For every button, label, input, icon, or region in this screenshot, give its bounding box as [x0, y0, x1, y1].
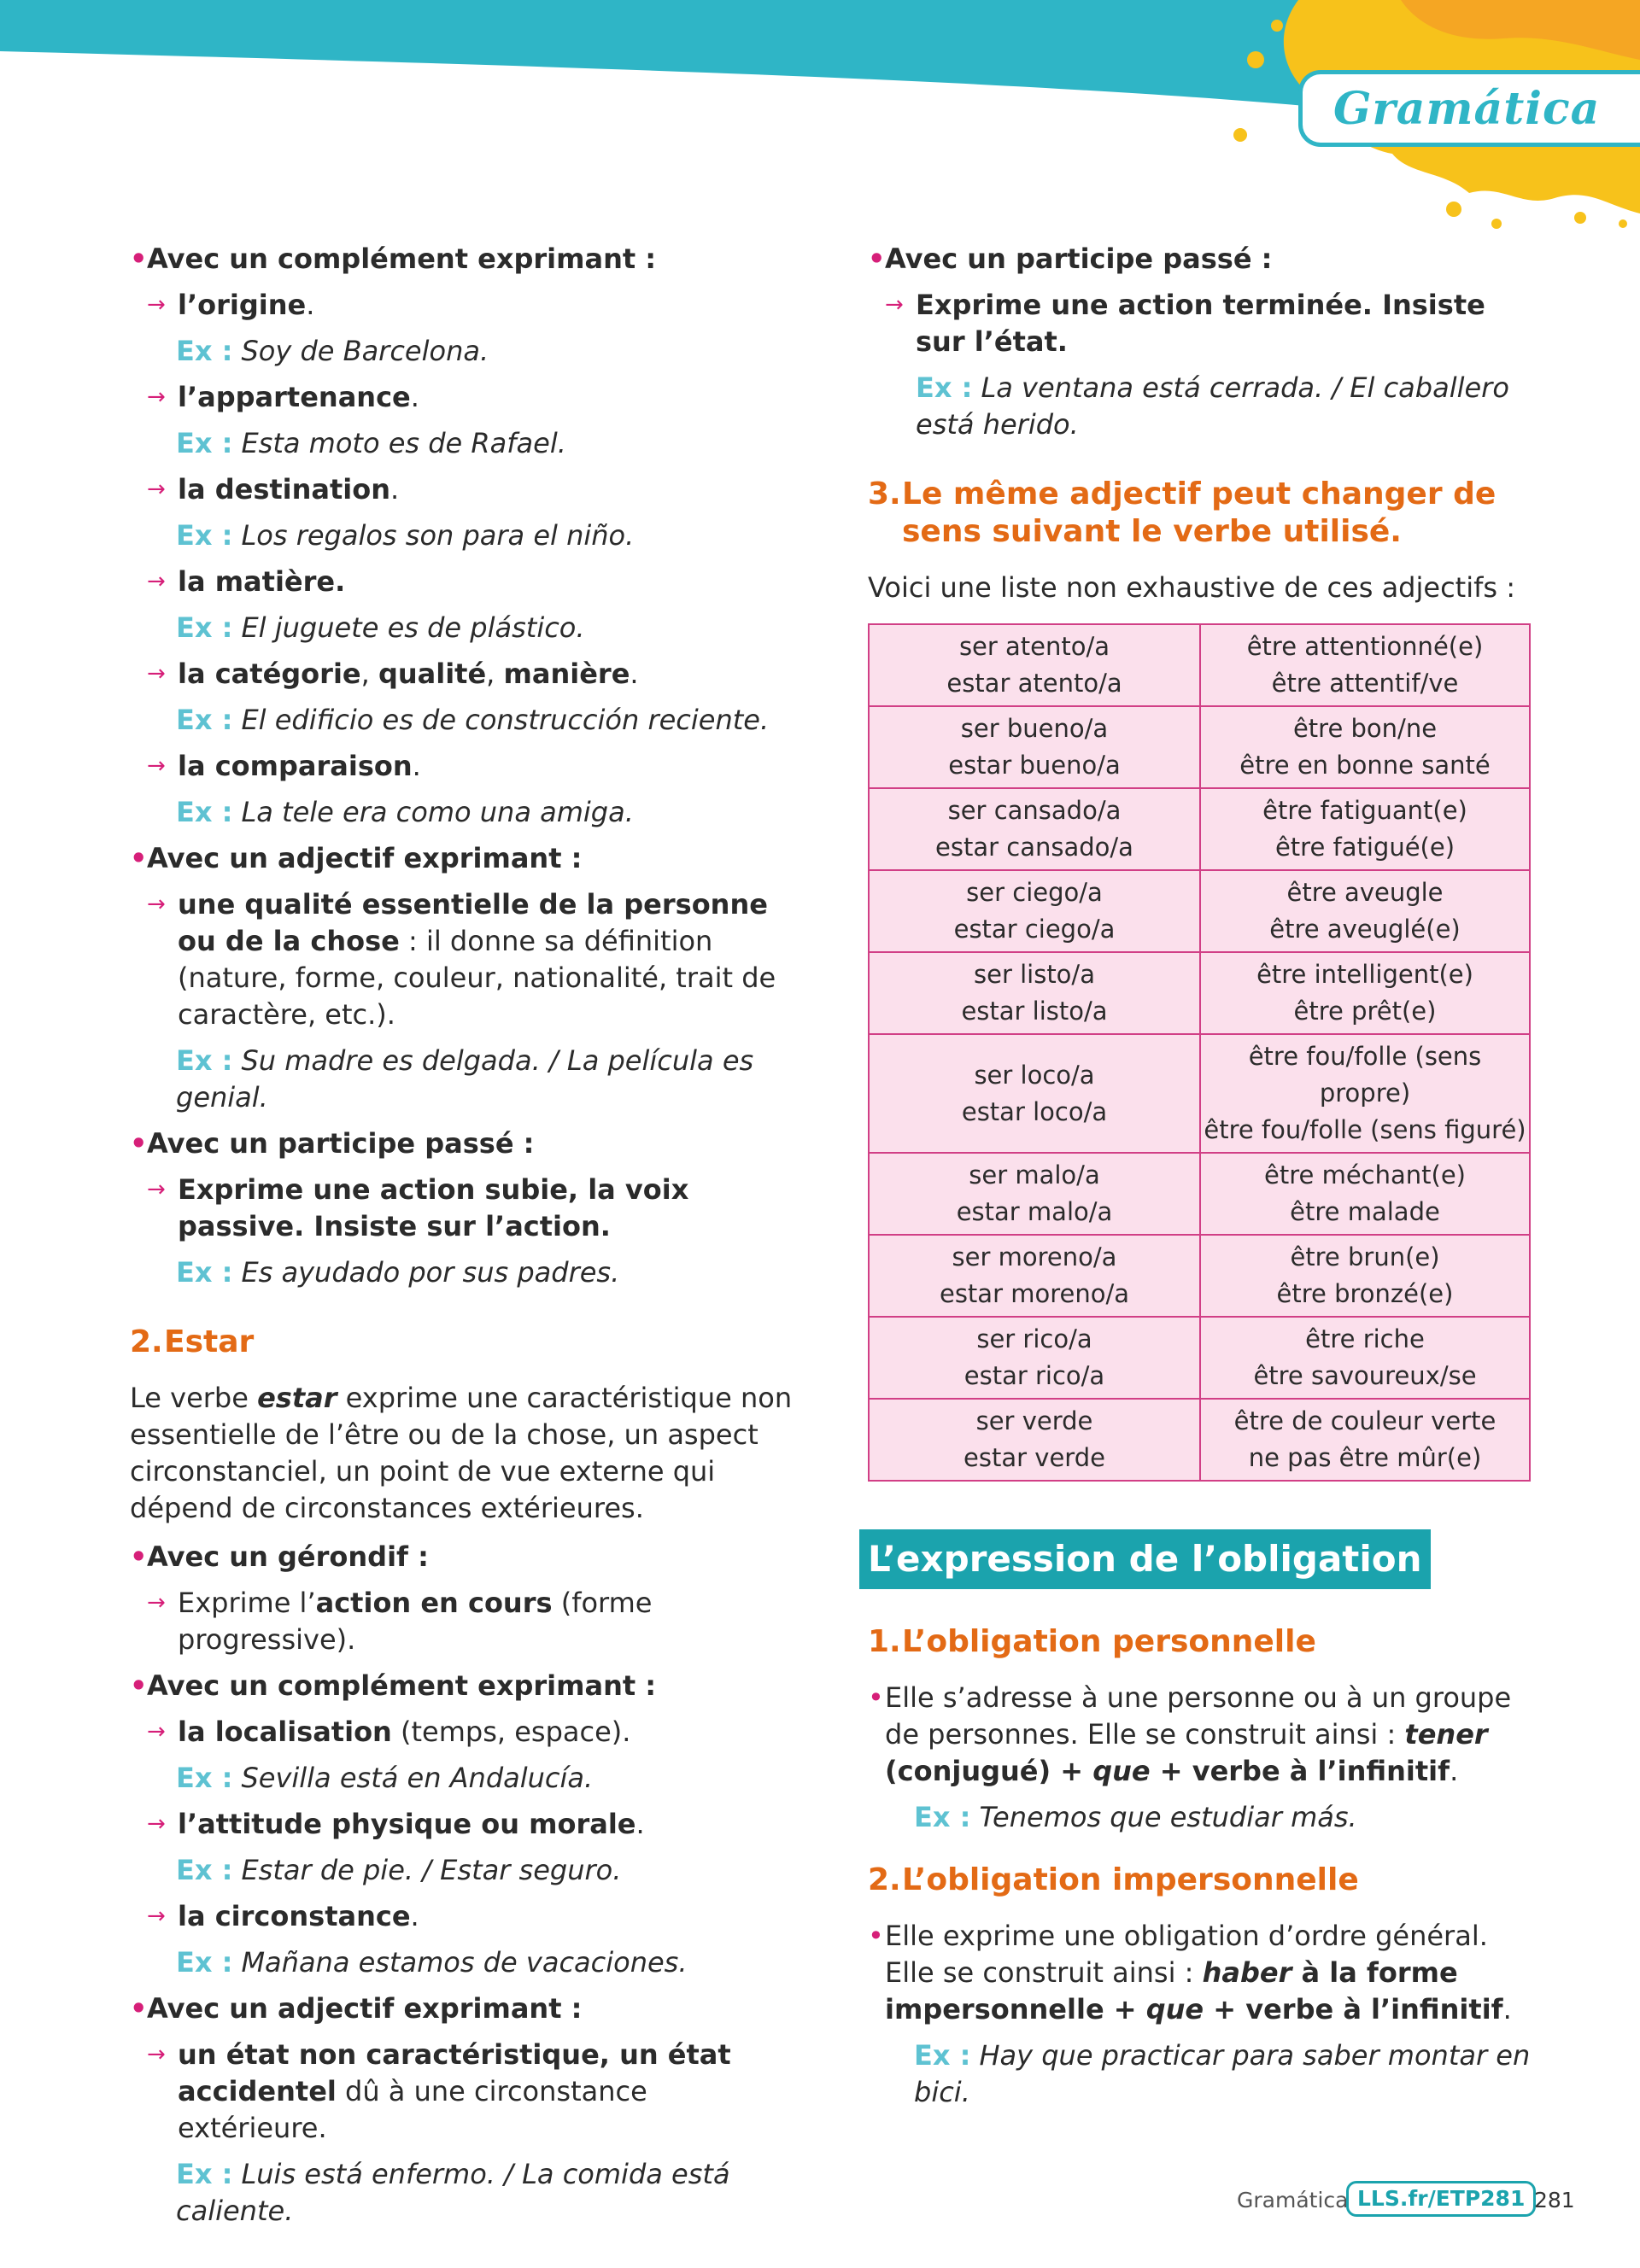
spanish-form: estar moreno/a: [939, 1279, 1130, 1308]
spanish-form: ser ciego/a: [966, 878, 1103, 907]
spanish-form: ser malo/a: [969, 1160, 1100, 1190]
spanish-cell: [869, 952, 1200, 1034]
spanish-form: ser loco/a: [974, 1060, 1095, 1090]
bullet-adjective-estar: • Avec un adjectif exprimant :: [130, 1990, 805, 2027]
example: Ex : Esta moto es de Rafael.: [176, 427, 566, 459]
spanish-form: estar atento/a: [946, 669, 1122, 698]
french-cell: [1200, 1153, 1530, 1235]
arrow-item: → l’appartenance.: [130, 379, 805, 416]
bullet-participle-estar: • Avec un participe passé :: [868, 241, 1534, 278]
french-cell: [1200, 1034, 1530, 1153]
section-heading-impersonal: 2. L’obligation impersonnelle: [868, 1862, 1359, 1897]
arrow-item: → la circonstance.: [130, 1898, 805, 1935]
left-column: [130, 241, 805, 2239]
impersonal-obligation-rule: • Elle exprime une obligation d’ordre général. Elle se construit ainsi : haber à la forme impersonnelle + que + verbe à l’infinitif.: [868, 1918, 1534, 2028]
french-meaning: être malade: [1290, 1197, 1440, 1226]
french-meaning: être attentif/ve: [1271, 669, 1459, 698]
french-meaning: être fou/folle (sens figuré): [1204, 1115, 1526, 1144]
french-meaning: être bon/ne: [1292, 714, 1438, 743]
french-meaning: être aveugle: [1286, 878, 1444, 907]
table-row: [869, 788, 1530, 870]
spanish-form: ser bueno/a: [960, 714, 1109, 743]
estar-definition: Le verbe estar exprime une caractéristique non essentielle de l’être ou de la chose, un aspect circonstanciel, un point de vue externe qui dépend de circonstances extérieures.: [130, 1382, 793, 1524]
adjective-table: [868, 623, 1531, 1482]
example: Ex : Los regalos son para el niño.: [176, 519, 635, 552]
french-meaning: être fatiguant(e): [1262, 796, 1467, 825]
spanish-form: ser verde: [975, 1406, 1093, 1435]
french-meaning: être méchant(e): [1264, 1160, 1466, 1190]
table-row: [869, 706, 1530, 788]
table-row: [869, 1034, 1530, 1153]
example: Ex : Mañana estamos de vacaciones.: [176, 1946, 688, 1979]
french-cell: [1200, 952, 1530, 1034]
spanish-cell: [869, 1317, 1200, 1399]
spanish-form: estar ciego/a: [953, 915, 1116, 944]
arrow-item: → la catégorie, qualité, manière.: [130, 656, 805, 693]
spanish-form: ser atento/a: [958, 632, 1110, 661]
spanish-cell: [869, 870, 1200, 952]
bullet-complement-ser: • Avec un complément exprimant :: [130, 241, 805, 278]
arrow-item: → Exprime une action terminée. Insiste sur l’état.: [868, 287, 1534, 360]
bullet-gerund: • Avec un gérondif :: [130, 1539, 805, 1575]
french-cell: [1200, 1399, 1530, 1481]
french-cell: [1200, 870, 1530, 952]
spanish-form: estar rico/a: [964, 1361, 1105, 1390]
example: Ex : Estar de pie. / Estar seguro.: [176, 1854, 622, 1886]
spanish-form: estar cansado/a: [935, 833, 1133, 862]
spanish-cell: [869, 1399, 1200, 1481]
french-meaning: être bronzé(e): [1276, 1279, 1454, 1308]
personal-obligation-rule: • Elle s’adresse à une personne ou à un groupe de personnes. Elle se construit ainsi : tener (conjugué) + que + verbe à l’infinitif.: [868, 1680, 1534, 1790]
arrow-item: → Exprime une action subie, la voix passive. Insiste sur l’action.: [130, 1172, 805, 1245]
table-row: [869, 1235, 1530, 1317]
table-row: [869, 1153, 1530, 1235]
example: Ex : Es ayudado por sus padres.: [176, 1256, 620, 1289]
spanish-form: estar bueno/a: [948, 751, 1121, 780]
example: Ex : El edificio es de construcción reciente.: [176, 704, 770, 736]
bullet-complement-estar: • Avec un complément exprimant :: [130, 1668, 805, 1704]
table-row: [869, 1399, 1530, 1481]
arrow-item: → la localisation (temps, espace).: [130, 1714, 805, 1751]
example: Ex : Luis está enfermo. / La comida está caliente.: [176, 2158, 730, 2227]
arrow-item: → la comparaison.: [130, 748, 805, 785]
spanish-form: ser listo/a: [974, 960, 1095, 989]
table-row: [869, 624, 1530, 706]
table-intro: Voici une liste non exhaustive de ces adjectifs :: [868, 571, 1515, 604]
example: Ex : Su madre es delgada. / La película es genial.: [176, 1044, 754, 1114]
french-cell: [1200, 706, 1530, 788]
bullet-participle-ser: • Avec un participe passé :: [130, 1125, 805, 1162]
spanish-form: estar loco/a: [961, 1096, 1108, 1126]
french-cell: [1200, 1235, 1530, 1317]
french-meaning: être fou/folle (sens propre): [1248, 1042, 1482, 1108]
french-meaning: être aveuglé(e): [1269, 915, 1461, 944]
footer-link[interactable]: LLS.fr/ETP281: [1346, 2181, 1536, 2217]
spanish-form: ser cansado/a: [947, 796, 1122, 825]
arrow-item: → la destination.: [130, 471, 805, 508]
example: Ex : Sevilla está en Andalucía.: [176, 1762, 594, 1794]
table-row: [869, 952, 1530, 1034]
french-meaning: être brun(e): [1290, 1242, 1440, 1271]
french-meaning: être en bonne santé: [1239, 751, 1491, 780]
example: Ex : Tenemos que estudiar más.: [914, 1801, 1357, 1833]
spanish-cell: [869, 706, 1200, 788]
french-cell: [1200, 788, 1530, 870]
example: Ex : Soy de Barcelona.: [176, 335, 489, 367]
arrow-item: → la matière.: [130, 564, 805, 600]
french-meaning: être de couleur verte: [1233, 1406, 1496, 1435]
page-number: 281: [1534, 2188, 1575, 2212]
spanish-cell: [869, 788, 1200, 870]
spanish-cell: [869, 1153, 1200, 1235]
spanish-cell: [869, 1235, 1200, 1317]
table-row: [869, 1317, 1530, 1399]
spanish-form: estar malo/a: [956, 1197, 1113, 1226]
arrow-item: → l’origine.: [130, 287, 805, 324]
footer-section-label: Gramática: [1237, 2188, 1349, 2212]
french-meaning: être fatigué(e): [1274, 833, 1456, 862]
french-meaning: être savoureux/se: [1253, 1361, 1477, 1390]
french-meaning: être intelligent(e): [1256, 960, 1473, 989]
example: Ex : Hay que practicar para saber montar en bici.: [914, 2039, 1531, 2108]
section-heading-estar: 2. Estar: [130, 1324, 255, 1359]
arrow-item: → un état non caractéristique, un état accidentel dû à une circonstance extérieure.: [130, 2037, 805, 2147]
spanish-cell: [869, 624, 1200, 706]
section-heading-personal: 1. L’obligation personnelle: [868, 1624, 1316, 1659]
example: Ex : La tele era como una amiga.: [176, 796, 634, 828]
french-cell: [1200, 1317, 1530, 1399]
french-meaning: être attentionné(e): [1246, 632, 1484, 661]
section-tab-label: Gramática: [1333, 83, 1601, 135]
section-tab: [1298, 70, 1640, 147]
arrow-item: → l’attitude physique ou morale.: [130, 1806, 805, 1843]
spanish-cell: [869, 1034, 1200, 1153]
spanish-form: ser moreno/a: [952, 1242, 1117, 1271]
spanish-form: estar listo/a: [961, 997, 1108, 1026]
arrow-item: → une qualité essentielle de la personne ou de la chose : il donne sa définition (nature, forme, couleur, nationalité, trait de caractère, etc.).: [130, 886, 805, 1033]
french-meaning: être prêt(e): [1293, 997, 1437, 1026]
table-row: [869, 870, 1530, 952]
example: Ex : La ventana está cerrada. / El caballero está herido.: [916, 371, 1509, 441]
example: Ex : El juguete es de plástico.: [176, 611, 585, 644]
spanish-form: estar verde: [964, 1443, 1105, 1472]
french-meaning: être riche: [1305, 1324, 1425, 1353]
french-meaning: ne pas être mûr(e): [1248, 1443, 1482, 1472]
french-cell: [1200, 624, 1530, 706]
right-column: [868, 241, 1534, 2120]
bullet-adjective-ser: • Avec un adjectif exprimant :: [130, 840, 805, 877]
page-footer: [1237, 2181, 1578, 2220]
obligation-heading: L’expression de l’obligation: [859, 1529, 1431, 1589]
spanish-form: ser rico/a: [976, 1324, 1092, 1353]
arrow-item: → Exprime l’action en cours (forme progressive).: [130, 1585, 805, 1658]
section-heading-adjectives: 3. Le même adjectif peut changer de sens suivant le verbe utilisé.: [868, 476, 1496, 549]
